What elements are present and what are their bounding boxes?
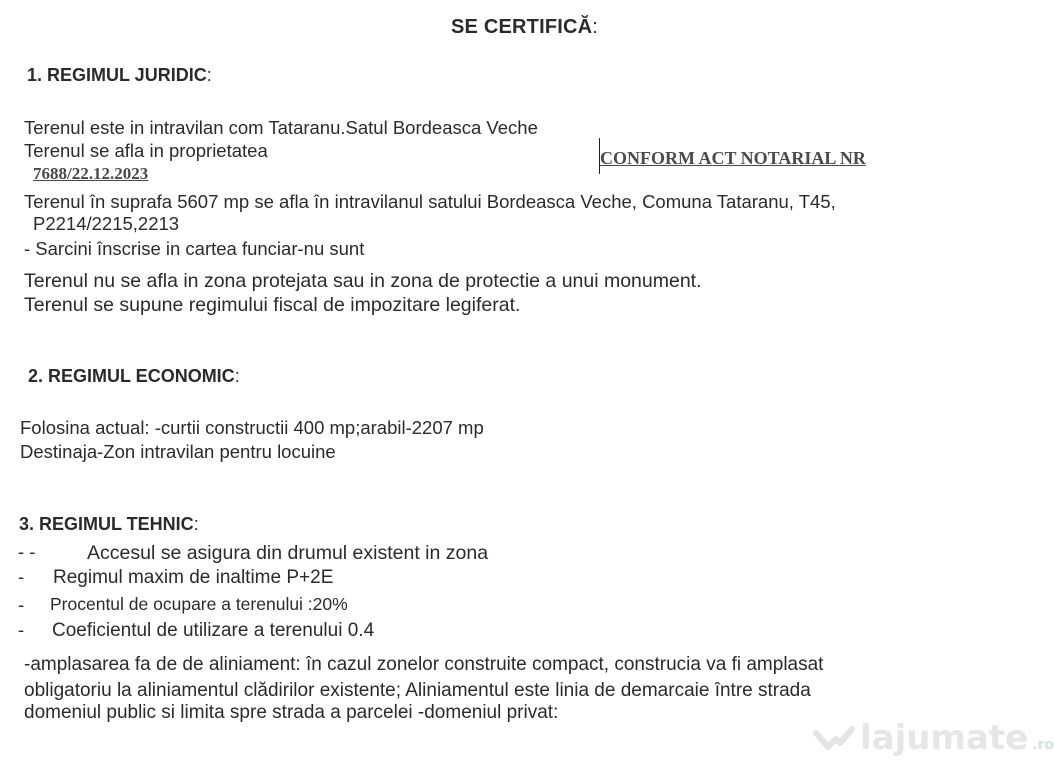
lajumate-watermark <box>812 718 1054 758</box>
section-heading-economic: 2. REGIMUL ECONOMIC: <box>28 366 240 386</box>
notarial-act-number: 7688/22.12.2023 <box>33 164 149 183</box>
bullet-dash: - - <box>18 541 36 562</box>
juridic-line-fiscal: Terenul se supune regimului fiscal de impozitare legiferat. <box>24 294 521 316</box>
economic-line-destination: Destinaja-Zon intravilan pentru locuine <box>20 441 336 462</box>
notarial-act-label: CONFORM ACT NOTARIAL NR <box>600 148 866 168</box>
tehnic-bullet-access: Accesul se asigura din drumul existent in zona <box>87 542 489 564</box>
juridic-line-1: Terenul este in intravilan com Tataranu.Satul Bordeasca Veche <box>24 117 538 138</box>
document-title: SE CERTIFICĂ: <box>451 16 599 38</box>
juridic-line-surface: Terenul în suprafa 5607 mp se afla în intravilanul satului Bordeasca Veche, Comuna Tataranu, T45, <box>24 191 836 212</box>
tehnic-bullet-pot: Procentul de ocupare a terenului :20% <box>50 594 348 614</box>
juridic-line-sarcini: - Sarcini înscrise in cartea funciar-nu sunt <box>24 238 365 259</box>
juridic-line-2: Terenul se afla in proprietatea <box>24 140 268 161</box>
section-heading-juridic: 1. REGIMUL JURIDIC: <box>27 65 212 85</box>
section-heading-tehnic: 3. REGIMUL TEHNIC: <box>19 514 199 534</box>
juridic-line-parcels: P2214/2215,2213 <box>33 213 180 234</box>
tehnic-bullet-cut: Coeficientul de utilizare a terenului 0.4 <box>52 620 375 641</box>
juridic-line-protection: Terenul nu se afla in zona protejata sau in zona de protectie a unui monument. <box>24 270 702 292</box>
tehnic-line-alignment-3: domeniul public si limita spre strada a parcelei -domeniul privat: <box>24 702 559 723</box>
bullet-dash: - <box>18 619 25 640</box>
watermark-suffix: .ro <box>1032 737 1054 753</box>
tehnic-line-alignment-2: obligatoriu la aliniamentul clădirilor existente; Aliniamentul este linia de demarcaie între strada <box>24 680 811 701</box>
tehnic-bullet-height: Regimul maxim de inaltime P+2E <box>53 567 334 588</box>
heart-logo-icon <box>812 723 856 753</box>
watermark-text: lajumate <box>860 718 1029 758</box>
tehnic-line-alignment-1: -amplasarea fa de de aliniament: în cazul zonelor construite compact, construcia va fi amplasat <box>24 654 824 675</box>
bullet-dash: - <box>18 594 25 615</box>
bullet-dash: - <box>18 566 25 587</box>
economic-line-usage: Folosina actual: -curtii constructii 400 mp;arabil-2207 mp <box>20 417 484 438</box>
